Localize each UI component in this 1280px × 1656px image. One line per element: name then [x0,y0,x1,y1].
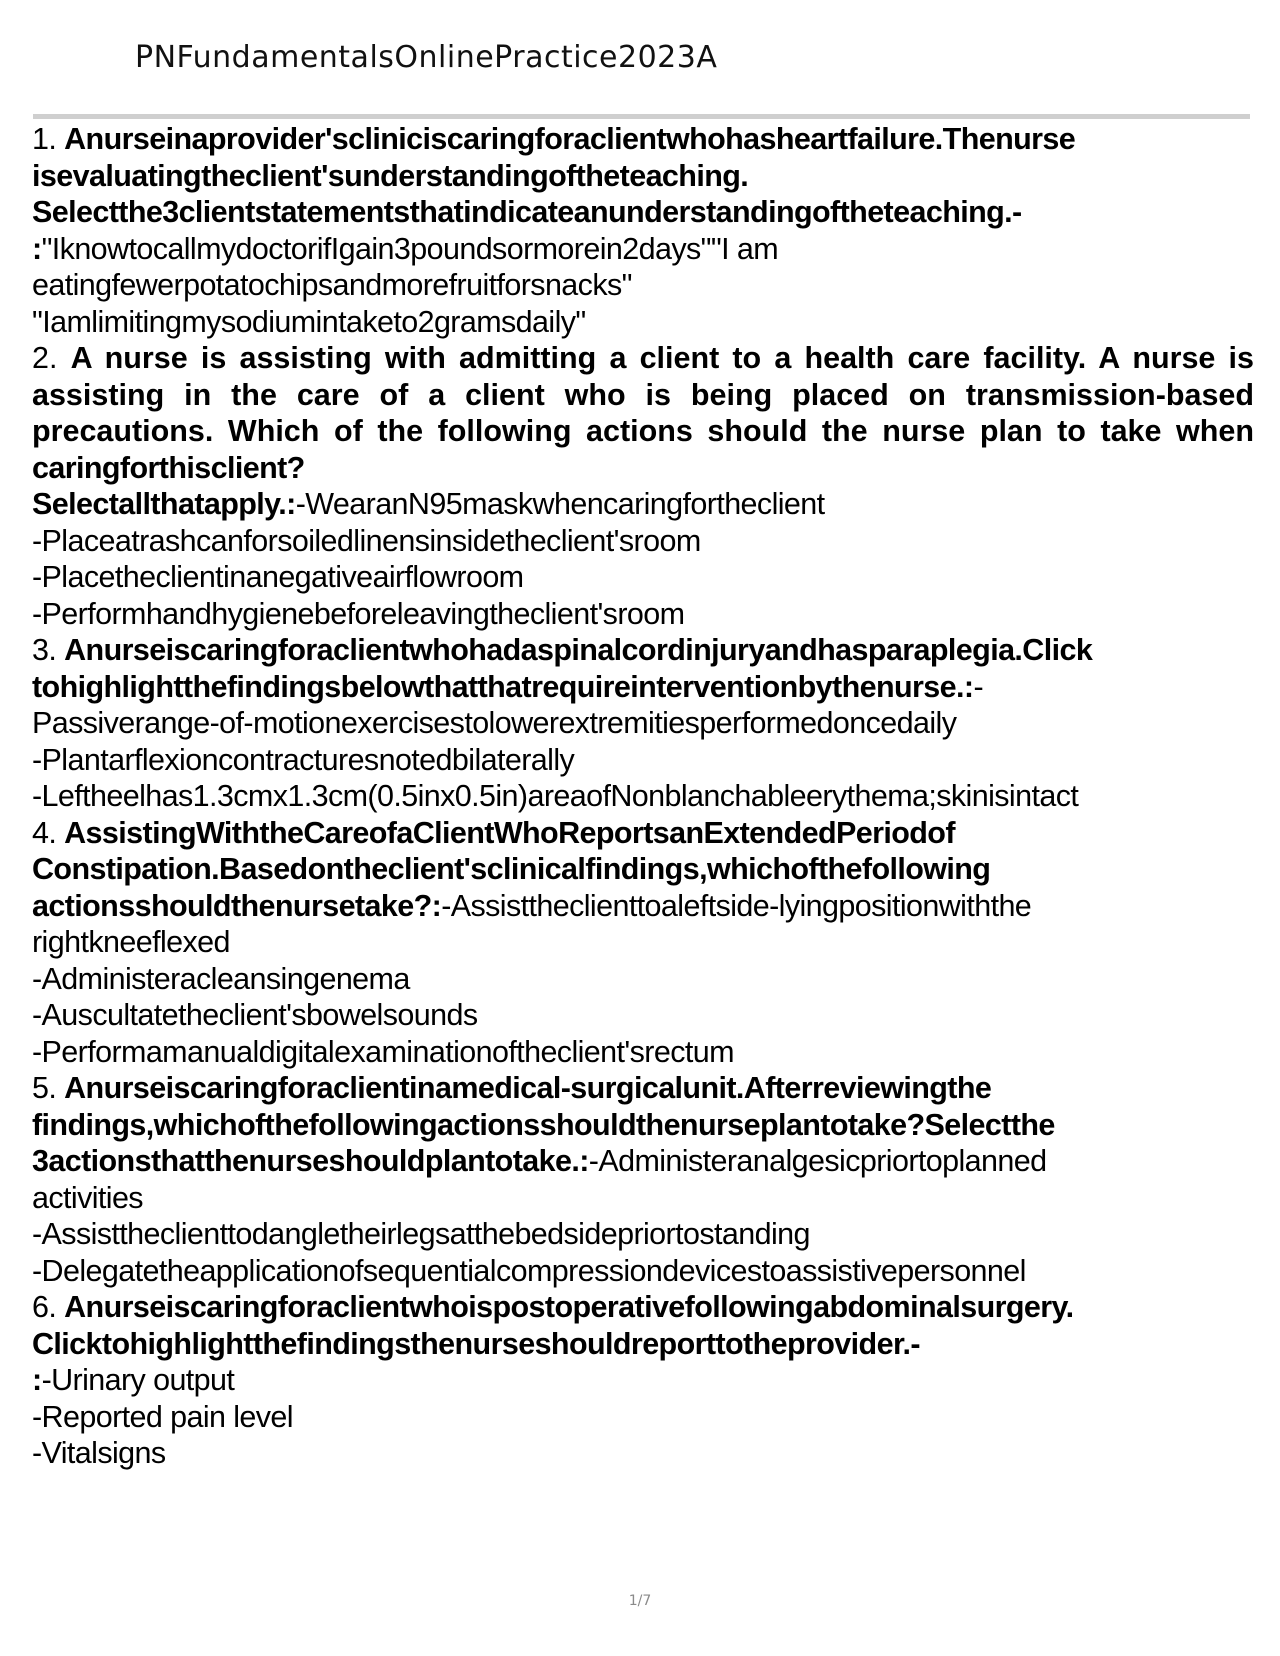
question-text: assisting in the care of a client who is being placed on transmission-based [32,377,1254,412]
text-line [32,924,1254,961]
question-number: 5. [32,1071,57,1105]
answer-text: -Performhandhygienebeforeleavingtheclient'sroom [32,596,685,631]
text-line [32,377,1254,414]
answer-text: -WearanN95maskwhencaringfortheclient [295,487,825,521]
text-line [32,1253,1254,1290]
text-line [32,669,1254,706]
text-line [32,1143,1254,1180]
text-line [32,121,1254,158]
questions-body [32,121,1254,1472]
question-text: Anurseiscaringforaclientwhohadaspinalcordinjuryandhasparaplegia.Click [64,633,1093,667]
question-text: A nurse is assisting with admitting a client to a health care facility. A nurse is [70,341,1254,375]
answer-text: activities [32,1180,143,1215]
answer-text: -Auscultatetheclient'sbowelsounds [32,998,478,1032]
text-line [32,340,1254,377]
text-line [32,1362,1254,1399]
text-line [32,1180,1254,1217]
question-number: 2. [32,341,58,375]
text-line [32,1399,1254,1436]
document-title: PNFundamentalsOnlinePractice2023A [135,40,718,75]
text-line [32,1034,1254,1071]
answer-text: -Performamanualdigitalexaminationoftheclient'srectum [32,1034,734,1069]
answer-text: -Administeranalgesicpriortoplanned [588,1144,1047,1178]
text-line [32,1289,1254,1326]
answer-text: -Urinary output [41,1363,235,1397]
question-text: Anurseinaprovider'scliniciscaringforaclientwhohasheartfailure.Thenurse [64,122,1076,156]
text-line [32,559,1254,596]
text-line [32,742,1254,779]
text-line [32,267,1254,304]
answer-text: -Vitalsigns [32,1436,166,1470]
answer-text: -Reported pain level [32,1399,293,1434]
text-line [32,815,1254,852]
answer-text: -Placeatrashcanforsoiledlinensinsidetheclient'sroom [32,523,701,558]
answer-text: rightkneeflexed [32,925,230,959]
text-line [32,1107,1254,1144]
answer-text: -Assisttheclienttoaleftside-lyingpositionwiththe [441,888,1032,923]
text-line [32,632,1254,669]
text-line [32,961,1254,998]
text-line [32,304,1254,341]
question-text: Clicktohighlightthefindingsthenurseshouldreporttotheprovider.- [32,1326,920,1361]
text-line [32,1326,1254,1363]
text-line [32,705,1254,742]
text-line [32,888,1254,925]
text-line [32,596,1254,633]
question-text: Anurseiscaringforaclientinamedical-surgicalunit.Afterreviewingthe [64,1071,992,1105]
question-number: 3. [32,633,57,667]
text-line [32,1435,1254,1472]
question-text: Anurseiscaringforaclientwhoispostoperativefollowingabdominalsurgery. [64,1290,1074,1324]
answer-text: eatingfewerpotatochipsandmorefruitforsnacks" [32,268,632,302]
question-number: 1. [32,122,57,156]
answer-text: -Plantarflexioncontracturesnotedbilaterally [32,742,575,777]
text-line [32,413,1254,450]
question-text: 3actionsthatthenurseshouldplantotake.: [32,1144,589,1178]
question-text: Constipation.Basedontheclient'sclinicalfindings,whichofthefollowing [32,852,991,886]
text-line [32,231,1254,268]
text-line [32,778,1254,815]
question-text: AssistingWiththeCareofaClientWhoReportsanExtendedPeriodof [64,815,955,850]
question-text: actionsshouldthenursetake?: [32,888,442,923]
page-indicator: 1/7 [628,1593,652,1609]
answer-text: -Administeracleansingenema [32,961,410,996]
answer-text: -Assisttheclienttodangletheirlegsatthebedsidepriortostanding [32,1217,810,1251]
answer-text: Passiverange-of-motionexercisestolowerextremitiesperformedoncedaily [32,706,957,740]
text-line [32,523,1254,560]
question-text: precautions. Which of the following actions should the nurse plan to take when [32,414,1254,448]
question-text: caringforthisclient? [32,450,305,485]
answer-text: "Iamlimitingmysodiumintaketo2gramsdaily" [32,304,586,339]
question-number: 6. [32,1290,57,1324]
question-number: 4. [32,815,57,850]
question-text: : [32,1363,42,1397]
answer-text: "IknowtocallmydoctorifIgain3poundsormorein2days""I am [41,231,779,266]
header-divider [33,114,1250,119]
text-line [32,851,1254,888]
question-text: Selectallthatapply.: [32,487,296,521]
text-line [32,194,1254,231]
text-line [32,1070,1254,1107]
answer-text: -Placetheclientinanegativeairflowroom [32,560,524,594]
question-text: findings,whichofthefollowingactionsshouldthenurseplantotake?Selectthe [32,1107,1055,1142]
text-line [32,1216,1254,1253]
question-text: Selectthe3clientstatementsthatindicateanunderstandingoftheteaching.- [32,195,1022,229]
question-text: : [32,231,42,266]
text-line [32,158,1254,195]
answer-text: - [973,669,984,704]
answer-text: -Leftheelhas1.3cmx1.3cm(0.5inx0.5in)areaofNonblanchableerythema;skinisintact [32,779,1079,813]
question-text: tohighlightthefindingsbelowthatthatrequireinterventionbythenurse.: [32,669,974,704]
text-line [32,997,1254,1034]
answer-text: -Delegatetheapplicationofsequentialcompressiondevicestoassistivepersonnel [32,1253,1026,1288]
text-line [32,486,1254,523]
question-text: isevaluatingtheclient'sunderstandingoftheteaching. [32,158,749,193]
text-line [32,450,1254,487]
